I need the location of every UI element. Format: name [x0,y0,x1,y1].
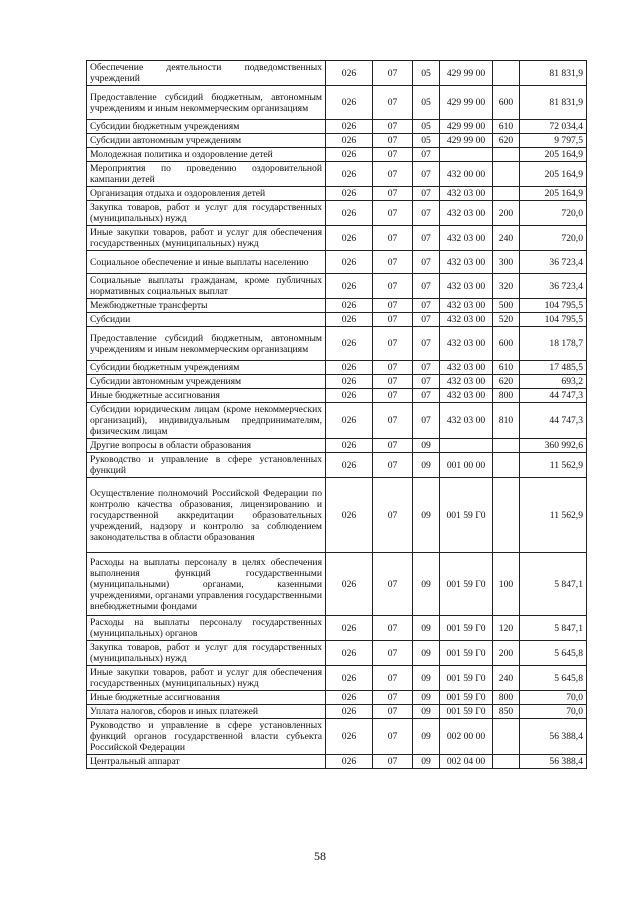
amount-cell: 5 645,8 [520,666,587,691]
expense-type-cell: 240 [493,666,520,691]
row-name-cell: Закупка товаров, работ и услуг для государственных (муниципальных) нужд [87,641,326,666]
table-row [87,120,587,134]
target-article-cell: 432 03 00 [440,187,493,201]
row-name-cell: Социальное обеспечение и иные выплаты населению [87,251,326,274]
target-article-cell: 001 59 Г0 [440,691,493,705]
chapter-code-cell: 026 [326,148,373,162]
row-name-cell: Иные закупки товаров, работ и услуг для обеспечения государственных (муниципальных) нужд [87,226,326,251]
section-code-cell: 07 [373,691,413,705]
target-article-cell: 429 99 00 [440,134,493,148]
table-row [87,755,587,769]
amount-cell: 56 388,4 [520,719,587,755]
expense-type-cell [493,439,520,453]
chapter-code-cell: 026 [326,453,373,478]
expense-type-cell: 600 [493,86,520,120]
chapter-code-cell: 026 [326,327,373,361]
target-article-cell: 432 03 00 [440,299,493,313]
chapter-code-cell: 026 [326,719,373,755]
amount-cell: 44 747,3 [520,389,587,403]
section-code-cell: 07 [373,719,413,755]
table-row [87,478,587,553]
row-name-cell: Расходы на выплаты персоналу государственных (муниципальных) органов [87,616,326,641]
target-article-cell: 432 03 00 [440,226,493,251]
section-code-cell: 07 [373,274,413,299]
amount-cell: 720,0 [520,201,587,226]
page-number: 58 [314,849,326,863]
target-article-cell: 429 99 00 [440,61,493,86]
subsection-code-cell: 09 [413,553,440,616]
target-article-cell [440,439,493,453]
table-row [87,361,587,375]
amount-cell: 81 831,9 [520,86,587,120]
table-row [87,375,587,389]
chapter-code-cell: 026 [326,120,373,134]
expense-type-cell [493,148,520,162]
expense-type-cell: 120 [493,616,520,641]
row-name-cell: Иные бюджетные ассигнования [87,389,326,403]
target-article-cell: 432 03 00 [440,274,493,299]
row-name-cell: Центральный аппарат [87,755,326,769]
chapter-code-cell: 026 [326,162,373,187]
chapter-code-cell: 026 [326,439,373,453]
table-row [87,666,587,691]
subsection-code-cell: 07 [413,313,440,327]
table-row [87,187,587,201]
row-name-cell: Другие вопросы в области образования [87,439,326,453]
row-name-cell: Иные закупки товаров, работ и услуг для обеспечения государственных (муниципальных) нужд [87,666,326,691]
table-row [87,61,587,86]
table-row [87,148,587,162]
amount-cell: 44 747,3 [520,403,587,439]
table-row [87,274,587,299]
section-code-cell: 07 [373,403,413,439]
row-name-cell: Молодежная политика и оздоровление детей [87,148,326,162]
section-code-cell: 07 [373,553,413,616]
subsection-code-cell: 07 [413,375,440,389]
expense-type-cell: 610 [493,120,520,134]
expense-type-cell: 320 [493,274,520,299]
section-code-cell: 07 [373,120,413,134]
section-code-cell: 07 [373,148,413,162]
row-name-cell: Закупка товаров, работ и услуг для государственных (муниципальных) нужд [87,201,326,226]
chapter-code-cell: 026 [326,403,373,439]
expense-type-cell: 810 [493,403,520,439]
expense-type-cell [493,162,520,187]
section-code-cell: 07 [373,389,413,403]
chapter-code-cell: 026 [326,274,373,299]
table-row [87,327,587,361]
target-article-cell [440,148,493,162]
amount-cell: 70,0 [520,705,587,719]
subsection-code-cell: 07 [413,403,440,439]
section-code-cell: 07 [373,755,413,769]
target-article-cell: 432 03 00 [440,313,493,327]
target-article-cell: 432 03 00 [440,361,493,375]
chapter-code-cell: 026 [326,553,373,616]
row-name-cell: Организация отдыха и оздоровления детей [87,187,326,201]
row-name-cell: Мероприятия по проведению оздоровительной кампании детей [87,162,326,187]
expense-type-cell: 610 [493,361,520,375]
subsection-code-cell: 07 [413,148,440,162]
subsection-code-cell: 09 [413,705,440,719]
section-code-cell: 07 [373,299,413,313]
target-article-cell: 429 99 00 [440,86,493,120]
section-code-cell: 07 [373,616,413,641]
table-row [87,691,587,705]
expense-type-cell: 800 [493,389,520,403]
expense-type-cell: 240 [493,226,520,251]
section-code-cell: 07 [373,453,413,478]
section-code-cell: 07 [373,86,413,120]
chapter-code-cell: 026 [326,313,373,327]
table-row [87,313,587,327]
chapter-code-cell: 026 [326,389,373,403]
subsection-code-cell: 09 [413,453,440,478]
table-row [87,162,587,187]
amount-cell: 720,0 [520,226,587,251]
subsection-code-cell: 07 [413,389,440,403]
amount-cell: 5 847,1 [520,616,587,641]
chapter-code-cell: 026 [326,201,373,226]
chapter-code-cell: 026 [326,641,373,666]
target-article-cell: 001 00 00 [440,453,493,478]
row-name-cell: Уплата налогов, сборов и иных платежей [87,705,326,719]
amount-cell: 56 388,4 [520,755,587,769]
target-article-cell: 001 59 Г0 [440,553,493,616]
row-name-cell: Субсидии бюджетным учреждениям [87,361,326,375]
expense-type-cell [493,478,520,553]
target-article-cell: 432 03 00 [440,251,493,274]
amount-cell: 9 797,5 [520,134,587,148]
subsection-code-cell: 07 [413,251,440,274]
row-name-cell: Межбюджетные трансферты [87,299,326,313]
amount-cell: 11 562,9 [520,453,587,478]
section-code-cell: 07 [373,251,413,274]
expense-type-cell [493,187,520,201]
table-row [87,389,587,403]
section-code-cell: 07 [373,313,413,327]
chapter-code-cell: 026 [326,251,373,274]
chapter-code-cell: 026 [326,86,373,120]
target-article-cell: 002 00 00 [440,719,493,755]
row-name-cell: Социальные выплаты гражданам, кроме публичных нормативных социальных выплат [87,274,326,299]
subsection-code-cell: 05 [413,86,440,120]
table-row [87,86,587,120]
expense-type-cell: 100 [493,553,520,616]
subsection-code-cell: 09 [413,616,440,641]
target-article-cell: 001 59 Г0 [440,478,493,553]
table-row [87,134,587,148]
target-article-cell: 432 03 00 [440,327,493,361]
chapter-code-cell: 026 [326,691,373,705]
subsection-code-cell: 05 [413,61,440,86]
chapter-code-cell: 026 [326,187,373,201]
chapter-code-cell: 026 [326,61,373,86]
section-code-cell: 07 [373,61,413,86]
table-row [87,616,587,641]
subsection-code-cell: 09 [413,478,440,553]
amount-cell: 360 992,6 [520,439,587,453]
subsection-code-cell: 07 [413,361,440,375]
subsection-code-cell: 07 [413,327,440,361]
subsection-code-cell: 07 [413,226,440,251]
subsection-code-cell: 07 [413,299,440,313]
expense-type-cell: 500 [493,299,520,313]
chapter-code-cell: 026 [326,134,373,148]
row-name-cell: Предоставление субсидий бюджетным, автономным учреждениям и иным некоммерческим организациям [87,327,326,361]
chapter-code-cell: 026 [326,299,373,313]
section-code-cell: 07 [373,327,413,361]
row-name-cell: Руководство и управление в сфере установленных функций [87,453,326,478]
expense-type-cell [493,453,520,478]
amount-cell: 11 562,9 [520,478,587,553]
row-name-cell: Субсидии юридическим лицам (кроме некоммерческих организаций), индивидуальным предпринимателям, физическим лицам [87,403,326,439]
amount-cell: 81 831,9 [520,61,587,86]
amount-cell: 205 164,9 [520,162,587,187]
chapter-code-cell: 026 [326,361,373,375]
expense-type-cell [493,61,520,86]
expense-type-cell: 850 [493,705,520,719]
section-code-cell: 07 [373,361,413,375]
subsection-code-cell: 09 [413,641,440,666]
row-name-cell: Расходы на выплаты персоналу в целях обеспечения выполнения функций государственными (муниципальными) органами, казенными учреждениями, органами управления государственными внебюджетными фондами [87,553,326,616]
amount-cell: 104 795,5 [520,299,587,313]
subsection-code-cell: 09 [413,719,440,755]
row-name-cell: Субсидии [87,313,326,327]
table-row [87,201,587,226]
expense-type-cell: 300 [493,251,520,274]
amount-cell: 72 034,4 [520,120,587,134]
row-name-cell: Руководство и управление в сфере установленных функций органов государственной власти субъекта Российской Федерации [87,719,326,755]
chapter-code-cell: 026 [326,375,373,389]
budget-table [86,60,587,769]
table-row [87,226,587,251]
expense-type-cell: 620 [493,134,520,148]
subsection-code-cell: 09 [413,755,440,769]
table-row [87,403,587,439]
section-code-cell: 07 [373,187,413,201]
table-row [87,453,587,478]
subsection-code-cell: 05 [413,134,440,148]
section-code-cell: 07 [373,478,413,553]
chapter-code-cell: 026 [326,478,373,553]
amount-cell: 5 645,8 [520,641,587,666]
row-name-cell: Осуществление полномочий Российской Федерации по контролю качества образования, лицензированию и государственной аккредитации образовательных учреждений, надзору и контролю за соблюдением законодательства в области образования [87,478,326,553]
target-article-cell: 001 59 Г0 [440,705,493,719]
target-article-cell: 429 99 00 [440,120,493,134]
target-article-cell: 432 03 00 [440,201,493,226]
subsection-code-cell: 09 [413,691,440,705]
expense-type-cell [493,719,520,755]
expense-type-cell: 800 [493,691,520,705]
section-code-cell: 07 [373,162,413,187]
table-row [87,553,587,616]
row-name-cell: Иные бюджетные ассигнования [87,691,326,705]
table-row [87,705,587,719]
expense-type-cell: 200 [493,641,520,666]
table-row [87,719,587,755]
amount-cell: 104 795,5 [520,313,587,327]
table-row [87,439,587,453]
section-code-cell: 07 [373,201,413,226]
subsection-code-cell: 09 [413,439,440,453]
table-row [87,299,587,313]
section-code-cell: 07 [373,439,413,453]
table-row [87,251,587,274]
section-code-cell: 07 [373,134,413,148]
subsection-code-cell: 07 [413,274,440,299]
section-code-cell: 07 [373,666,413,691]
section-code-cell: 07 [373,226,413,251]
section-code-cell: 07 [373,705,413,719]
target-article-cell: 002 04 00 [440,755,493,769]
section-code-cell: 07 [373,641,413,666]
subsection-code-cell: 07 [413,162,440,187]
table-body [87,61,587,769]
chapter-code-cell: 026 [326,755,373,769]
amount-cell: 693,2 [520,375,587,389]
chapter-code-cell: 026 [326,666,373,691]
amount-cell: 70,0 [520,691,587,705]
amount-cell: 17 485,5 [520,361,587,375]
target-article-cell: 001 59 Г0 [440,666,493,691]
chapter-code-cell: 026 [326,616,373,641]
amount-cell: 18 178,7 [520,327,587,361]
expense-type-cell [493,755,520,769]
amount-cell: 36 723,4 [520,251,587,274]
expense-type-cell: 600 [493,327,520,361]
expense-type-cell: 520 [493,313,520,327]
chapter-code-cell: 026 [326,705,373,719]
subsection-code-cell: 05 [413,120,440,134]
amount-cell: 5 847,1 [520,553,587,616]
expense-type-cell: 200 [493,201,520,226]
row-name-cell: Субсидии автономным учреждениям [87,375,326,389]
target-article-cell: 432 03 00 [440,375,493,389]
target-article-cell: 432 03 00 [440,403,493,439]
chapter-code-cell: 026 [326,226,373,251]
subsection-code-cell: 07 [413,201,440,226]
target-article-cell: 001 59 Г0 [440,616,493,641]
row-name-cell: Предоставление субсидий бюджетным, автономным учреждениям и иным некоммерческим организациям [87,86,326,120]
amount-cell: 36 723,4 [520,274,587,299]
table-row [87,641,587,666]
target-article-cell: 001 59 Г0 [440,641,493,666]
row-name-cell: Обеспечение деятельности подведомственных учреждений [87,61,326,86]
target-article-cell: 432 00 00 [440,162,493,187]
amount-cell: 205 164,9 [520,187,587,201]
section-code-cell: 07 [373,375,413,389]
subsection-code-cell: 09 [413,666,440,691]
row-name-cell: Субсидии бюджетным учреждениям [87,120,326,134]
amount-cell: 205 164,9 [520,148,587,162]
target-article-cell: 432 03 00 [440,389,493,403]
expense-type-cell: 620 [493,375,520,389]
row-name-cell: Субсидии автономным учреждениям [87,134,326,148]
subsection-code-cell: 07 [413,187,440,201]
